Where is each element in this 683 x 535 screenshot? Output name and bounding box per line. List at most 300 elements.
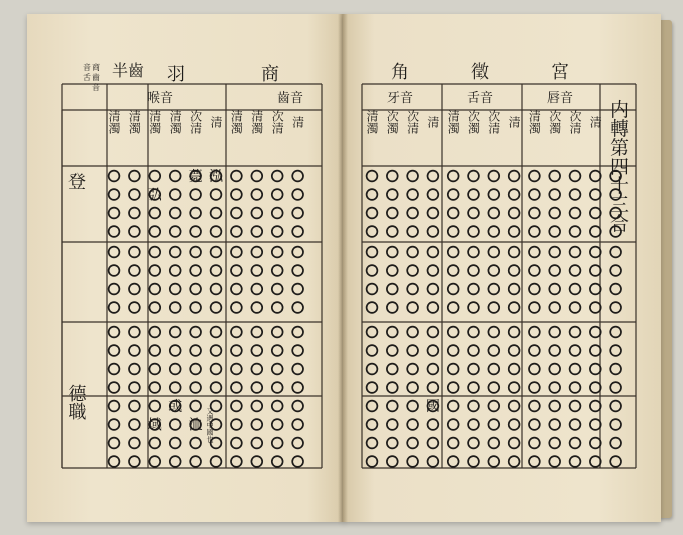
left-circle bbox=[170, 345, 181, 356]
left-circle bbox=[231, 364, 242, 375]
left-circle bbox=[251, 247, 262, 258]
left-circle bbox=[211, 189, 222, 200]
right-circle bbox=[509, 456, 520, 467]
tone-category-label: 商 bbox=[261, 64, 279, 85]
initial-type-label: 清濁 bbox=[365, 110, 379, 134]
right-circle bbox=[488, 327, 499, 338]
left-circle bbox=[251, 226, 262, 237]
left-circle bbox=[272, 265, 283, 276]
right-circle bbox=[529, 456, 540, 467]
right-circle bbox=[428, 247, 439, 258]
left-circle bbox=[129, 364, 140, 375]
right-circle bbox=[529, 419, 540, 430]
left-circle bbox=[211, 456, 222, 467]
left-circle bbox=[109, 208, 120, 219]
right-circle bbox=[428, 171, 439, 182]
right-circle bbox=[428, 189, 439, 200]
right-circle bbox=[428, 438, 439, 449]
left-circle bbox=[109, 302, 120, 313]
right-circle bbox=[428, 456, 439, 467]
right-circle bbox=[448, 438, 459, 449]
right-circle bbox=[488, 189, 499, 200]
left-circle bbox=[251, 401, 262, 412]
left-circle bbox=[272, 208, 283, 219]
right-circle bbox=[468, 171, 479, 182]
side-note: 齒 bbox=[92, 73, 100, 82]
left-circle bbox=[211, 302, 222, 313]
right-circle bbox=[509, 265, 520, 276]
left-circle bbox=[170, 327, 181, 338]
left-circle bbox=[231, 247, 242, 258]
right-circle bbox=[488, 382, 499, 393]
left-circle bbox=[211, 382, 222, 393]
left-circle bbox=[251, 438, 262, 449]
right-circle bbox=[488, 247, 499, 258]
right-circle bbox=[509, 419, 520, 430]
right-circle bbox=[610, 364, 621, 375]
left-circle bbox=[170, 284, 181, 295]
left-circle bbox=[211, 327, 222, 338]
right-circle bbox=[367, 189, 378, 200]
right-circle bbox=[448, 327, 459, 338]
right-circle bbox=[468, 189, 479, 200]
right-circle bbox=[570, 401, 581, 412]
left-circle bbox=[231, 438, 242, 449]
right-circle bbox=[387, 284, 398, 295]
initial-type-label: 清 bbox=[588, 116, 603, 128]
right-circle bbox=[590, 265, 601, 276]
right-circle bbox=[570, 284, 581, 295]
right-circle bbox=[590, 284, 601, 295]
right-circle bbox=[448, 302, 459, 313]
right-circle bbox=[610, 345, 621, 356]
right-circle bbox=[549, 382, 560, 393]
left-circle bbox=[109, 265, 120, 276]
left-circle bbox=[211, 345, 222, 356]
right-circle bbox=[367, 345, 378, 356]
right-circle bbox=[367, 419, 378, 430]
left-circle bbox=[109, 345, 120, 356]
left-circle bbox=[109, 226, 120, 237]
right-circle bbox=[570, 327, 581, 338]
right-circle bbox=[407, 327, 418, 338]
right-circle bbox=[610, 302, 621, 313]
left-circle bbox=[272, 382, 283, 393]
table-character: 國 bbox=[425, 399, 440, 415]
left-circle bbox=[251, 345, 262, 356]
right-circle bbox=[590, 438, 601, 449]
right-circle bbox=[367, 247, 378, 258]
left-circle bbox=[272, 226, 283, 237]
right-circle bbox=[367, 171, 378, 182]
initial-type-label: 次濁 bbox=[466, 110, 481, 134]
right-circle bbox=[590, 247, 601, 258]
initial-type-label: 清 bbox=[290, 116, 305, 128]
left-circle bbox=[190, 382, 201, 393]
right-circle bbox=[367, 265, 378, 276]
right-circle bbox=[367, 401, 378, 412]
right-circle bbox=[610, 456, 621, 467]
left-circle bbox=[272, 456, 283, 467]
initial-type-label: 次清 bbox=[188, 110, 203, 134]
right-circle bbox=[448, 419, 459, 430]
left-circle bbox=[149, 401, 160, 412]
right-circle bbox=[448, 226, 459, 237]
left-circle bbox=[129, 327, 140, 338]
right-circle bbox=[529, 226, 540, 237]
right-circle bbox=[387, 226, 398, 237]
right-circle bbox=[549, 456, 560, 467]
left-circle bbox=[129, 345, 140, 356]
left-circle bbox=[129, 171, 140, 182]
right-circle bbox=[428, 327, 439, 338]
left-circle bbox=[251, 382, 262, 393]
right-circle bbox=[590, 345, 601, 356]
right-circle bbox=[488, 456, 499, 467]
right-circle bbox=[387, 364, 398, 375]
right-circle bbox=[387, 189, 398, 200]
tone-sub-label: 舌音 bbox=[466, 91, 494, 106]
right-circle bbox=[488, 265, 499, 276]
left-circle bbox=[170, 364, 181, 375]
left-circle bbox=[272, 284, 283, 295]
initial-type-label: 次濁 bbox=[547, 110, 562, 134]
right-circle bbox=[549, 171, 560, 182]
right-circle bbox=[509, 364, 520, 375]
right-circle bbox=[570, 265, 581, 276]
right-circle bbox=[387, 247, 398, 258]
left-circle bbox=[292, 364, 303, 375]
right-circle bbox=[570, 171, 581, 182]
right-circle bbox=[529, 284, 540, 295]
right-circle bbox=[387, 401, 398, 412]
right-circle bbox=[549, 364, 560, 375]
left-circle bbox=[231, 189, 242, 200]
right-circle bbox=[387, 265, 398, 276]
right-circle bbox=[428, 382, 439, 393]
right-circle bbox=[610, 438, 621, 449]
right-circle bbox=[570, 189, 581, 200]
left-circle bbox=[231, 171, 242, 182]
right-circle bbox=[367, 327, 378, 338]
right-circle bbox=[610, 419, 621, 430]
right-circle bbox=[590, 226, 601, 237]
left-circle bbox=[149, 382, 160, 393]
right-circle bbox=[367, 364, 378, 375]
right-circle bbox=[407, 189, 418, 200]
right-circle bbox=[448, 247, 459, 258]
left-circle bbox=[149, 171, 160, 182]
initial-type-label: 清濁 bbox=[527, 110, 542, 134]
right-circle bbox=[549, 401, 560, 412]
right-circle bbox=[468, 419, 479, 430]
right-circle bbox=[407, 401, 418, 412]
right-circle bbox=[570, 364, 581, 375]
left-circle bbox=[149, 208, 160, 219]
right-circle bbox=[448, 265, 459, 276]
right-circle bbox=[488, 345, 499, 356]
left-circle bbox=[149, 345, 160, 356]
right-circle bbox=[468, 382, 479, 393]
right-circle bbox=[387, 302, 398, 313]
grade-row-label: 德職 bbox=[65, 384, 87, 420]
right-circle bbox=[509, 401, 520, 412]
left-circle bbox=[211, 364, 222, 375]
side-note: 商 bbox=[92, 63, 100, 72]
left-circle bbox=[211, 226, 222, 237]
left-circle bbox=[190, 247, 201, 258]
left-circle bbox=[251, 327, 262, 338]
right-circle bbox=[590, 401, 601, 412]
right-circle bbox=[570, 438, 581, 449]
side-note: 音 bbox=[83, 63, 91, 72]
right-circle bbox=[407, 265, 418, 276]
left-circle bbox=[272, 247, 283, 258]
left-circle bbox=[231, 284, 242, 295]
right-circle bbox=[570, 419, 581, 430]
left-circle bbox=[211, 284, 222, 295]
right-circle bbox=[509, 226, 520, 237]
left-circle bbox=[272, 189, 283, 200]
side-note: 音 bbox=[92, 83, 100, 92]
right-circle bbox=[509, 208, 520, 219]
right-circle bbox=[529, 382, 540, 393]
left-circle bbox=[109, 364, 120, 375]
right-circle bbox=[488, 401, 499, 412]
tone-category-label: 徵 bbox=[471, 62, 489, 83]
left-circle bbox=[272, 438, 283, 449]
right-circle bbox=[387, 419, 398, 430]
right-circle bbox=[407, 208, 418, 219]
left-circle bbox=[190, 456, 201, 467]
right-circle bbox=[407, 302, 418, 313]
right-circle bbox=[428, 345, 439, 356]
right-circle bbox=[428, 302, 439, 313]
tone-category-label: 半齒 bbox=[111, 61, 145, 80]
right-circle bbox=[448, 345, 459, 356]
grade-row-label: 登 bbox=[68, 172, 86, 193]
left-circle bbox=[129, 189, 140, 200]
right-circle bbox=[488, 208, 499, 219]
left-circle bbox=[149, 327, 160, 338]
right-circle bbox=[509, 189, 520, 200]
right-circle bbox=[488, 364, 499, 375]
right-circle bbox=[468, 247, 479, 258]
right-circle bbox=[570, 456, 581, 467]
side-note: 舌 bbox=[83, 73, 91, 82]
left-circle bbox=[190, 189, 201, 200]
left-circle bbox=[190, 265, 201, 276]
left-circle bbox=[251, 208, 262, 219]
right-circle bbox=[590, 171, 601, 182]
initial-type-label: 清濁 bbox=[446, 110, 461, 134]
left-circle bbox=[149, 265, 160, 276]
left-circle bbox=[129, 226, 140, 237]
left-circle bbox=[109, 419, 120, 430]
tone-sub-label: 唇音 bbox=[546, 91, 574, 106]
left-circle bbox=[149, 438, 160, 449]
right-circle bbox=[549, 419, 560, 430]
right-circle bbox=[570, 345, 581, 356]
left-circle bbox=[129, 265, 140, 276]
right-circle bbox=[407, 345, 418, 356]
left-circle bbox=[109, 401, 120, 412]
initial-type-label: 清 bbox=[425, 116, 440, 128]
left-circle bbox=[231, 419, 242, 430]
right-circle bbox=[407, 171, 418, 182]
left-circle bbox=[251, 189, 262, 200]
initial-type-label: 清濁 bbox=[147, 110, 162, 134]
left-circle bbox=[170, 265, 181, 276]
left-circle bbox=[292, 327, 303, 338]
left-circle bbox=[109, 438, 120, 449]
left-circle bbox=[129, 382, 140, 393]
left-circle bbox=[272, 327, 283, 338]
left-circle bbox=[109, 456, 120, 467]
left-circle bbox=[211, 247, 222, 258]
left-circle bbox=[190, 401, 201, 412]
right-circle bbox=[407, 226, 418, 237]
right-circle bbox=[509, 382, 520, 393]
initial-type-label: 清濁 bbox=[168, 110, 183, 134]
right-circle bbox=[529, 171, 540, 182]
left-circle bbox=[129, 208, 140, 219]
right-circle bbox=[387, 438, 398, 449]
right-circle bbox=[549, 284, 560, 295]
right-circle bbox=[509, 302, 520, 313]
right-circle bbox=[428, 208, 439, 219]
left-circle bbox=[231, 382, 242, 393]
left-circle bbox=[292, 302, 303, 313]
right-circle bbox=[468, 345, 479, 356]
table-character: 或 bbox=[168, 399, 183, 415]
left-circle bbox=[272, 364, 283, 375]
tone-category-label: 角 bbox=[391, 62, 409, 83]
right-circle bbox=[549, 438, 560, 449]
right-circle bbox=[549, 189, 560, 200]
right-circle bbox=[387, 456, 398, 467]
right-circle bbox=[387, 345, 398, 356]
right-circle bbox=[488, 284, 499, 295]
right-circle bbox=[590, 327, 601, 338]
initial-type-label: 清濁 bbox=[249, 110, 264, 134]
left-circle bbox=[170, 247, 181, 258]
left-circle bbox=[231, 345, 242, 356]
left-circle bbox=[129, 456, 140, 467]
left-circle bbox=[129, 401, 140, 412]
right-circle bbox=[570, 208, 581, 219]
right-circle bbox=[367, 302, 378, 313]
right-circle bbox=[407, 364, 418, 375]
right-circle bbox=[387, 327, 398, 338]
right-circle bbox=[468, 208, 479, 219]
left-circle bbox=[190, 226, 201, 237]
right-circle bbox=[407, 247, 418, 258]
right-circle bbox=[509, 247, 520, 258]
right-circle bbox=[448, 382, 459, 393]
right-circle bbox=[468, 438, 479, 449]
initial-type-label: 次濁 bbox=[385, 110, 400, 134]
right-circle bbox=[468, 226, 479, 237]
right-circle bbox=[367, 226, 378, 237]
left-circle bbox=[109, 247, 120, 258]
right-circle bbox=[448, 401, 459, 412]
left-circle bbox=[251, 265, 262, 276]
left-circle bbox=[170, 189, 181, 200]
left-circle bbox=[231, 456, 242, 467]
left-circle bbox=[292, 345, 303, 356]
left-circle bbox=[272, 419, 283, 430]
left-circle bbox=[292, 382, 303, 393]
left-circle bbox=[292, 226, 303, 237]
left-circle bbox=[251, 171, 262, 182]
left-circle bbox=[149, 226, 160, 237]
left-circle bbox=[149, 364, 160, 375]
initial-type-label: 清 bbox=[507, 116, 522, 128]
right-circle bbox=[529, 438, 540, 449]
right-circle bbox=[610, 265, 621, 276]
right-circle bbox=[387, 382, 398, 393]
right-circle bbox=[387, 208, 398, 219]
right-circle bbox=[468, 364, 479, 375]
right-circle bbox=[610, 284, 621, 295]
left-circle bbox=[149, 456, 160, 467]
annotation-note: 又遇中國也 bbox=[206, 407, 214, 443]
right-circle bbox=[428, 364, 439, 375]
right-circle bbox=[407, 382, 418, 393]
right-circle bbox=[468, 265, 479, 276]
right-circle bbox=[428, 419, 439, 430]
right-circle bbox=[407, 419, 418, 430]
right-circle bbox=[529, 345, 540, 356]
left-circle bbox=[231, 208, 242, 219]
left-circle bbox=[211, 265, 222, 276]
left-circle bbox=[190, 345, 201, 356]
right-circle bbox=[590, 302, 601, 313]
left-circle bbox=[190, 438, 201, 449]
chart-title: 内轉第四十三合 bbox=[607, 99, 629, 233]
left-circle bbox=[170, 226, 181, 237]
table-character: 域 bbox=[147, 417, 162, 434]
left-circle bbox=[190, 208, 201, 219]
initial-type-label: 清濁 bbox=[107, 110, 121, 134]
right-circle bbox=[529, 247, 540, 258]
right-circle bbox=[488, 438, 499, 449]
left-circle bbox=[190, 302, 201, 313]
right-circle bbox=[529, 364, 540, 375]
left-circle bbox=[231, 401, 242, 412]
left-circle bbox=[292, 171, 303, 182]
right-circle bbox=[488, 302, 499, 313]
right-circle bbox=[509, 171, 520, 182]
right-circle bbox=[468, 401, 479, 412]
left-circle bbox=[170, 171, 181, 182]
left-circle bbox=[170, 456, 181, 467]
tone-sub-label: 齒音 bbox=[276, 91, 304, 106]
left-circle bbox=[109, 382, 120, 393]
right-circle bbox=[367, 208, 378, 219]
right-circle bbox=[488, 171, 499, 182]
tone-category-label: 羽 bbox=[167, 64, 185, 85]
table-character: 薨 bbox=[188, 169, 203, 185]
right-circle bbox=[590, 189, 601, 200]
right-circle bbox=[448, 456, 459, 467]
right-circle bbox=[529, 327, 540, 338]
right-circle bbox=[468, 327, 479, 338]
left-circle bbox=[292, 438, 303, 449]
left-circle bbox=[251, 302, 262, 313]
right-circle bbox=[407, 438, 418, 449]
